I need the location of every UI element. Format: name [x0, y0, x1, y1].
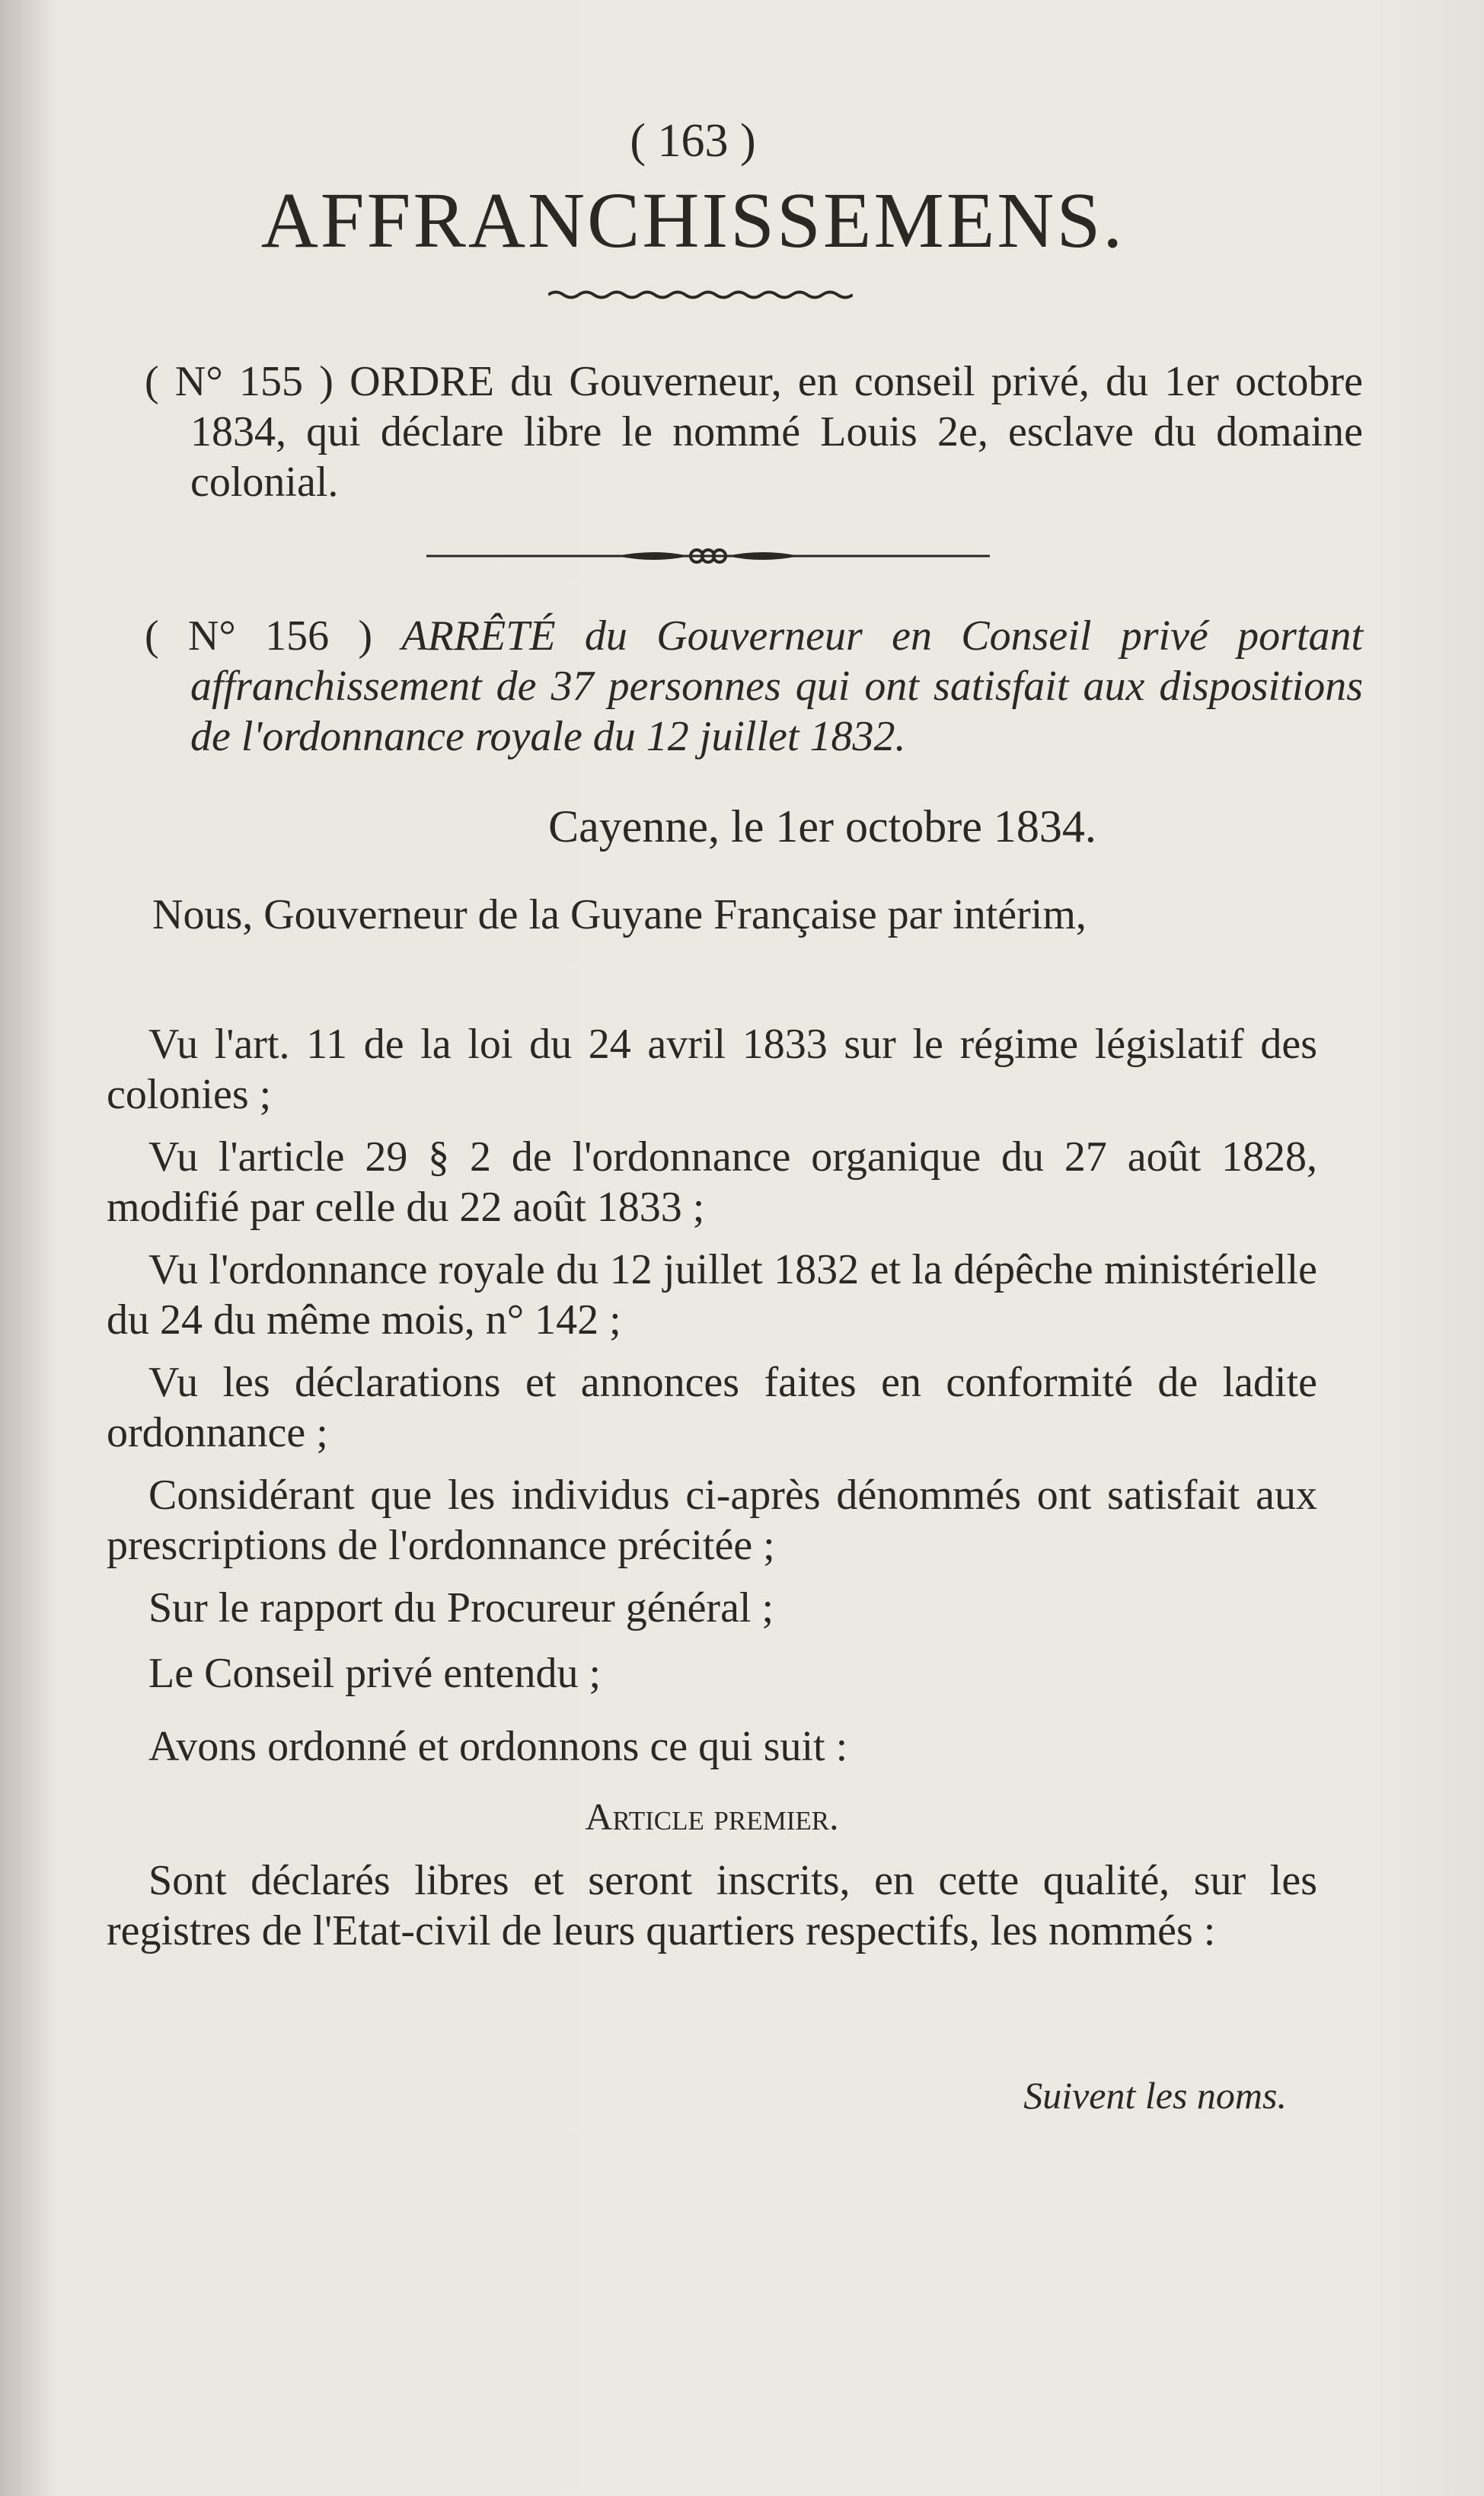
article-heading: Article premier.: [585, 1795, 839, 1838]
article-text: Sont déclarés libres et seront inscrits, en cette qualité, sur les registres de l'Etat-civil de leurs quartiers respectifs, les nommés :: [107, 1857, 1317, 1954]
consideration-1: Vu l'art. 11 de la loi du 24 avril 1833 sur le régime législatif des colonies ;: [107, 1021, 1317, 1118]
footer-note: Suivent les noms.: [1023, 2074, 1287, 2117]
page-edge-shadow: [0, 0, 53, 2496]
wavy-rule-divider: [548, 289, 853, 300]
entry-155-number: ( N° 155 ): [145, 358, 334, 405]
entry-156-text: ARRÊTÉ du Gouverneur en Conseil privé portant affranchissement de 37 personnes qui ont satisfait aux dispositions de l'ordonnance royale du 12 juillet 1832.: [190, 612, 1364, 760]
ornamental-rule-divider: [426, 545, 990, 567]
page-number: ( 163 ): [630, 115, 756, 167]
consideration-4: Vu les déclarations et annonces faites en conformité de ladite ordonnance ;: [107, 1359, 1317, 1456]
entry-156: [145, 611, 1363, 762]
entry-155-text: ORDRE du Gouverneur, en conseil privé, du 1er octobre 1834, qui déclare libre le nommé Louis 2e, esclave du domaine colonial.: [190, 358, 1363, 506]
consideration-7: Le Conseil privé entendu ;: [148, 1650, 602, 1697]
consideration-8: Avons ordonné et ordonnons ce qui suit :: [148, 1723, 848, 1770]
consideration-2: Vu l'article 29 § 2 de l'ordonnance organique du 27 août 1828, modifié par celle du 22 août 1833 ;: [107, 1133, 1317, 1231]
section-title: AFFRANCHISSEMENS.: [260, 177, 1125, 264]
entry-155: [145, 356, 1363, 507]
place-date: Cayenne, le 1er octobre 1834.: [548, 801, 1096, 852]
consideration-5: Considérant que les individus ci-après dénommés ont satisfait aux prescriptions de l'ordonnance précitée ;: [107, 1472, 1317, 1569]
entry-156-number: ( N° 156 ): [145, 612, 373, 660]
consideration-3: Vu l'ordonnance royale du 12 juillet 1832 et la dépêche ministérielle du 24 du même mois, n° 142 ;: [107, 1246, 1317, 1344]
consideration-6: Sur le rapport du Procureur général ;: [148, 1584, 774, 1632]
preamble: Nous, Gouverneur de la Guyane Française par intérim,: [152, 891, 1087, 938]
